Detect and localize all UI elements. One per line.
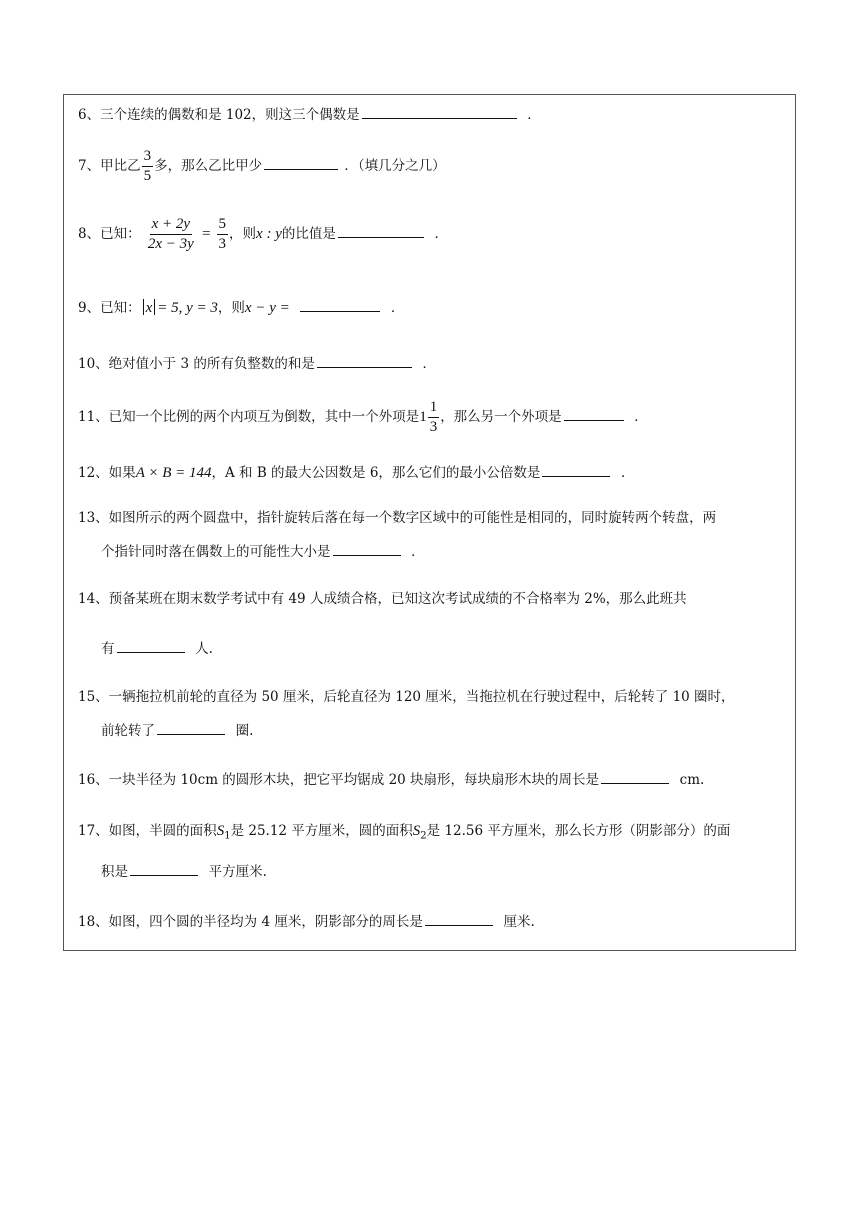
answer-blank-17[interactable] <box>130 862 198 876</box>
question-8-mid2: 的比值是 <box>281 226 336 242</box>
answer-blank-14[interactable] <box>117 639 185 653</box>
question-17-mid2: 是 12.56 平方厘米，那么长方形（阴影部分）的面 <box>426 823 731 839</box>
question-6-text: 6、三个连续的偶数和是 102，则这三个偶数是 <box>78 107 360 123</box>
question-17-line2 <box>101 862 267 881</box>
answer-blank-9[interactable] <box>300 298 380 312</box>
question-18 <box>78 912 535 931</box>
ratio-expression: x : y <box>256 226 282 242</box>
answer-blank-15[interactable] <box>157 721 225 735</box>
question-12-text: 12、如果 <box>78 465 136 481</box>
question-7-end: ．（填几分之几） <box>344 158 446 174</box>
fraction-5-3: $\frac{5}{3}$ <box>218 216 227 252</box>
area-s2: S <box>412 823 421 839</box>
question-7-mid: 多，那么乙比甲少 <box>154 158 263 174</box>
question-11 <box>78 398 648 437</box>
question-13-end: ． <box>411 544 425 560</box>
question-18-text: 18、如图，四个圆的半径均为 4 厘米，阴影部分的周长是 <box>78 914 423 930</box>
question-15-line2 <box>101 721 253 740</box>
answer-blank-10[interactable] <box>317 354 412 368</box>
mixed-number-whole: 1 <box>419 409 427 425</box>
question-6-end: ． <box>527 107 541 123</box>
question-8-text: 8、已知： <box>78 226 141 242</box>
question-9 <box>78 298 404 317</box>
area-s2-subscript: 2 <box>420 830 427 842</box>
question-8 <box>78 215 448 254</box>
question-14-end: 人. <box>195 641 213 657</box>
question-14-text2: 有 <box>101 641 115 657</box>
question-17-end: 平方厘米. <box>208 864 267 880</box>
question-13-line2 <box>101 542 425 561</box>
question-10-text: 10、绝对值小于 3 的所有负整数的和是 <box>78 356 315 372</box>
answer-blank-6[interactable] <box>362 105 517 119</box>
question-17-line1 <box>78 822 730 846</box>
question-16-end: cm. <box>679 772 705 788</box>
question-10-end: ． <box>422 356 436 372</box>
question-6 <box>78 105 541 124</box>
abs-bar-left <box>143 299 144 315</box>
answer-blank-18[interactable] <box>425 912 493 926</box>
question-12-mid: ，A 和 B 的最大公因数是 6，那么它们的最小公倍数是 <box>211 465 541 481</box>
abs-bar-right <box>154 299 155 315</box>
answer-blank-7[interactable] <box>264 156 338 170</box>
abs-variable: x <box>145 300 153 316</box>
answer-blank-11[interactable] <box>564 407 624 421</box>
question-17-mid1: 是 25.12 平方厘米，圆的面积 <box>230 823 413 839</box>
area-s1-subscript: 1 <box>224 830 231 842</box>
question-14-line1: 14、预备某班在期末数学考试中有 49 人成绩合格，已知这次考试成绩的不合格率为 2%，那么此班共 <box>78 591 687 607</box>
question-9-mid: ，则 <box>217 300 245 316</box>
fraction-3-5: $\frac{3}{5}$ <box>143 148 152 184</box>
question-15-line1: 15、一辆拖拉机前轮的直径为 50 厘米，后轮直径为 120 厘米，当拖拉机在行驶过程中，后轮转了 10 圈时， <box>78 689 735 705</box>
question-15-end: 圈. <box>235 723 254 739</box>
target-expression: x − y = <box>244 300 290 316</box>
question-7 <box>78 147 446 186</box>
answer-blank-16[interactable] <box>601 770 669 784</box>
equals-sign: = <box>201 226 212 242</box>
fraction-1-3: $\frac{1}{3}$ <box>429 399 438 435</box>
question-9-end: ． <box>390 300 405 316</box>
question-12 <box>78 463 635 482</box>
question-12-end: ． <box>621 465 635 481</box>
question-14-line2 <box>101 639 213 658</box>
answer-blank-8[interactable] <box>338 224 424 238</box>
question-10 <box>78 354 436 373</box>
question-18-end: 厘米. <box>503 914 535 930</box>
fraction-expression: $\frac{x + 2y}{2x - 3y}$ <box>147 216 194 252</box>
condition-expression: = 5, y = 3 <box>157 300 218 316</box>
question-9-text: 9、已知： <box>78 300 141 316</box>
question-8-end: ． <box>434 226 448 242</box>
question-17-text2: 积是 <box>101 864 128 880</box>
question-13-text2: 个指针同时落在偶数上的可能性大小是 <box>101 544 331 560</box>
product-expression: A × B = 144 <box>135 465 212 481</box>
question-11-text: 11、已知一个比例的两个内项互为倒数，其中一个外项是 <box>78 409 420 425</box>
answer-blank-13[interactable] <box>333 542 401 556</box>
question-13-line1: 13、如图所示的两个圆盘中，指针旋转后落在每一个数字区域中的可能性是相同的，同时旋转两个转盘，两 <box>78 510 717 526</box>
question-8-mid: ，则 <box>229 226 257 242</box>
question-11-mid: ，那么另一个外项是 <box>440 409 562 425</box>
area-s1: S <box>216 823 225 839</box>
question-11-end: ． <box>634 409 648 425</box>
question-15-text2: 前轮转了 <box>101 723 155 739</box>
question-16 <box>78 770 704 789</box>
question-16-text: 16、一块半径为 10cm 的圆形木块，把它平均锯成 20 块扇形，每块扇形木块的周长是 <box>78 772 600 788</box>
answer-blank-12[interactable] <box>542 463 610 477</box>
question-7-text: 7、甲比乙 <box>78 158 141 174</box>
question-17-text: 17、如图，半圆的面积 <box>78 823 217 839</box>
